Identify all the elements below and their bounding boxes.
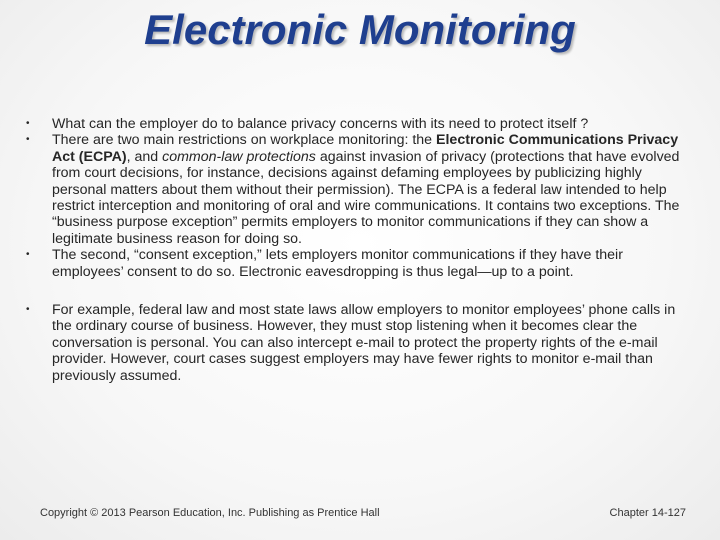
bullet-dot-icon: •	[26, 249, 30, 261]
bullet-text-joiner: , and	[126, 148, 163, 165]
copyright-footer: Copyright © 2013 Pearson Education, Inc. Publishing as Prentice Hall	[40, 507, 380, 519]
bullet-item	[22, 247, 694, 280]
bullet-item	[22, 302, 694, 384]
slide-title: Electronic Monitoring	[144, 6, 576, 53]
page-number: Chapter 14-127	[609, 507, 686, 519]
bullet-text: For example, federal law and most state laws allow employers to monitor employees’ phone calls in the ordinary course of business. However, they must stop listening when it becomes clear the conversation is personal. You can also intercept e-mail to protect the property rights of the e-mail provider. However, court cases suggest employers may have fewer rights to monitor e-mail than previously assumed.	[52, 302, 676, 384]
bullet-text	[52, 132, 694, 247]
bullet-text-intro: There are two main restrictions on workplace monitoring: the	[52, 132, 437, 149]
bullet-text: What can the employer do to balance privacy concerns with its need to protect itself ?	[52, 116, 589, 132]
bullet-dot-icon: •	[26, 134, 30, 146]
bullet-item	[22, 116, 694, 132]
common-law-term: common-law protections	[162, 148, 316, 165]
bullet-text-rest: against invasion of privacy (protections that have evolved from court decisions, for instance, decisions against defaming employees by publicizing highly personal matters about them without their permission). The ECPA is a federal law intended to help restrict interception and monitoring of oral and wire communications. It contains two exceptions. The “business purpose exception” permits employers to monitor communications if they can show a legitimate business reason for doing so.	[52, 148, 680, 247]
bullet-list	[22, 116, 694, 384]
bullet-dot-icon: •	[26, 118, 30, 129]
bullet-dot-icon: •	[26, 304, 30, 316]
bullet-item	[22, 132, 694, 247]
bullet-text: The second, “consent exception,” lets employers monitor communications if they have their employees’ consent to do so. Electronic eavesdropping is thus legal—up to a point.	[52, 247, 623, 280]
ecpa-term: Electronic Communications Privacy Act (ECPA)	[52, 132, 679, 165]
